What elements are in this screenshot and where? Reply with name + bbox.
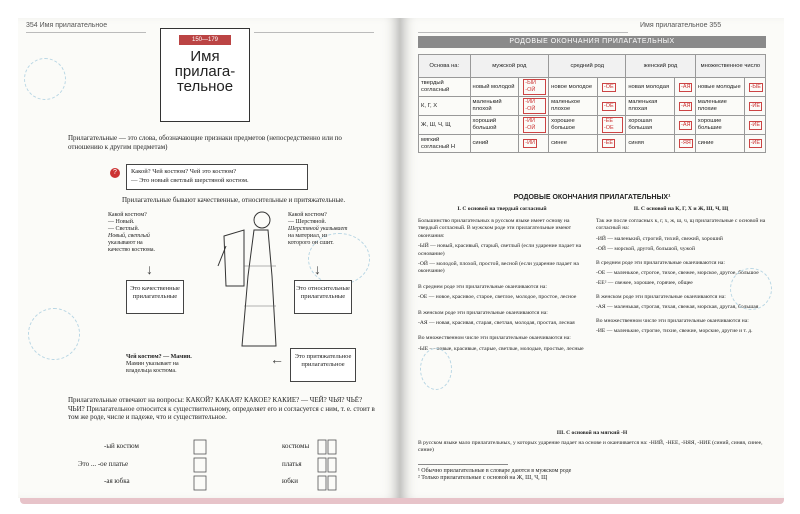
- qualitative-box: Это качественные прилагательные: [126, 280, 184, 314]
- example-line: Это ... -ое платье: [78, 459, 129, 468]
- rule-text: Прилагательные отвечают на вопросы: КАКОЙ? КАКАЯ? КАКОЕ? КАКИЕ? — ЧЕЙ? ЧЬЯ? ЧЬЁ? ЧЬИ? Прилагательное относится к существительному, определяет его и согласуется с ним, т. е. стоит в том же роде, числе и падеже, что и существительное.: [68, 396, 375, 421]
- table-cell: новое молодое: [549, 78, 598, 97]
- table-cell: твердый согласный: [419, 78, 471, 97]
- table-cell: новый молодой: [470, 78, 519, 97]
- paragraph: В женском роде эти прилагательные оканчиваются на:: [418, 309, 548, 316]
- table-cell: новые молодые: [695, 78, 744, 97]
- paragraph: -ЫЕ — новые, красивые, старые, светлые, молодые, простые, лесные: [418, 345, 584, 352]
- footnote: ¹ Обычно прилагательные в словаре даются в мужском роде: [418, 468, 572, 474]
- table-row: [419, 78, 766, 97]
- footnotes: [418, 468, 718, 482]
- paragraph: -ОЙ — морской, другой, большой, чужой: [596, 246, 695, 253]
- table-cell: хорошая большая: [626, 116, 675, 135]
- paragraph: -ОЕ — новое, красивое, старое, светлое, молодое, простое, лесное: [418, 294, 577, 301]
- paragraph: В среднем роде эти прилагательные оканчиваются на:: [596, 259, 725, 266]
- header-cell: множественное число: [695, 55, 765, 78]
- table-cell: синяя: [626, 135, 675, 153]
- ending-badge: -ИЕ: [750, 140, 761, 146]
- qualitative-block: [108, 212, 178, 254]
- table-cell: синие: [695, 135, 744, 153]
- block-line: на материал, из: [288, 233, 328, 239]
- table-cell: хорошее большое: [549, 116, 598, 135]
- left-running-head: 354 Имя прилагательное: [26, 22, 108, 29]
- table-row: [419, 116, 766, 135]
- ending-badge: -АЯ: [681, 121, 691, 128]
- table-cell: синий: [470, 135, 519, 153]
- table-cell: мягкий согласный Н: [419, 135, 471, 153]
- answer-line: — Это новый светлый шерстяной костюм.: [131, 177, 249, 184]
- table-cell: маленькие плохие: [695, 97, 744, 116]
- possessive-box: Это притяжательное прилагательное: [290, 348, 356, 382]
- section-1-title: I. С основой на твердый согласный: [457, 206, 547, 212]
- paragraph: -ИЙ — маленький, строгий, тихий, свежий, хороший: [596, 235, 723, 242]
- chapter-title-box: [160, 28, 250, 122]
- arrow-down-icon: ↓: [146, 263, 153, 278]
- block-line: — Шерстяной.: [288, 219, 327, 225]
- footnote: ² Только прилагательные с основой на Ж, Ш, Ч, Щ: [418, 475, 548, 481]
- table-cell: Ж, Ш, Ч, Щ: [419, 116, 471, 135]
- background-sketch: [28, 308, 80, 360]
- block-line: Шерстяной указывает: [288, 226, 348, 232]
- block-line: — Новый.: [108, 219, 135, 225]
- ending-badge: -ОЕ: [603, 102, 614, 109]
- header-rule: [418, 32, 628, 33]
- ending-badge: -АЯ: [681, 102, 691, 109]
- paragraph: -АЯ — маленькая, строгая, тихая, свежая, морская, другая, большая: [596, 304, 759, 311]
- table-cell: хорошие большие: [695, 116, 744, 135]
- paragraph: -ОЕ — маленькое, строгое, тихое, свежее, морское, другое, большое: [596, 270, 759, 277]
- paragraph: Так же после согласных к, г, х, ж, ш, ч, щ прилагательные с основой на согласный на:: [596, 218, 766, 232]
- ending-badge: -ИЕ: [750, 121, 761, 128]
- ending-badge: -ИЙ -ОЙ: [523, 98, 546, 114]
- table-row: [419, 97, 766, 116]
- arrow-left-icon: ←: [270, 353, 284, 368]
- ending-badge: -ЕЕ -ОЕ: [602, 117, 623, 133]
- ending-badge: -АЯ: [681, 83, 691, 90]
- background-sketch: [730, 268, 772, 310]
- question-line: Какой? Чей костюм? Чей это костюм?: [131, 168, 237, 175]
- page-range-badge: 150—179: [179, 35, 231, 45]
- paragraph: -АЯ — новая, красивая, старая, светлая, молодая, простая, лесная: [418, 320, 575, 327]
- table-cell: маленькое плохое: [549, 97, 598, 116]
- block-line: Новый, светлый: [108, 233, 150, 239]
- paragraph: В среднем роде эти прилагательные оканчиваются на:: [418, 283, 547, 290]
- example-line: юбки: [282, 477, 298, 485]
- ending-badge: -ЯЯ: [681, 140, 691, 146]
- table-cell: новая молодая: [626, 78, 675, 97]
- block-line: Чей костюм? — Мамин.: [126, 354, 192, 360]
- right-page: [400, 18, 784, 498]
- table-cell: К, Г, Х: [419, 97, 471, 116]
- block-line: Какой костюм?: [108, 212, 147, 218]
- block-line: — Светлый.: [108, 226, 140, 232]
- header-rule: [26, 32, 146, 33]
- block-line: владельца костюма.: [126, 368, 177, 374]
- ending-badge: -ЫЙ -ОЙ: [523, 79, 546, 95]
- ending-badge: -ЫЕ: [750, 83, 761, 90]
- table-title: РОДОВЫЕ ОКОНЧАНИЯ ПРИЛАГАТЕЛЬНЫХ: [418, 36, 766, 48]
- header-cell: средний род: [549, 55, 626, 78]
- header-cell: мужской род: [470, 55, 549, 78]
- table-cell: маленькая плохая: [626, 97, 675, 116]
- table-cell: хороший большой: [470, 116, 519, 135]
- sub-title: РОДОВЫЕ ОКОНЧАНИЯ ПРИЛАГАТЕЛЬНЫХ¹: [513, 194, 671, 201]
- ending-badge: -ИЙ: [525, 140, 536, 146]
- section-2-title: II. С основой на К, Г, Х и Ж, Ш, Ч, Щ: [633, 206, 729, 212]
- left-page: [18, 18, 400, 498]
- arrow-down-icon: ↓: [314, 263, 321, 278]
- relative-box: Это относительные прилагательные: [294, 280, 352, 314]
- question-icon: ?: [110, 168, 120, 178]
- example-line: платья: [282, 459, 302, 468]
- background-sketch: [420, 348, 452, 390]
- section-3-text: В русском языке мало прилагательных, у которых ударение падает на основе и оканчивается на: -НИЙ, -НЕЕ, -НЯЯ, -НИЕ (синий, синяя, синее, синие): [418, 440, 763, 454]
- intro-text: Прилагательные — это слова, обозначающие признаки предметов (непосредственно или по отношению к другим предметам): [68, 134, 342, 151]
- examples-left: [78, 442, 188, 486]
- paragraph: -ЫЙ — новый, красивый, старый, светлый (если ударение падает на основание): [418, 243, 582, 257]
- relative-block: [288, 212, 378, 247]
- background-sketch: [24, 58, 66, 100]
- paragraph: -ИЕ — маленькие, строгие, тихие, свежие, морские, другие и т. д.: [596, 328, 753, 335]
- footnote-rule: [418, 464, 508, 465]
- table-cell: синее: [549, 135, 598, 153]
- example-line: -ая юбка: [104, 477, 130, 485]
- block-line: которого он сшит.: [288, 240, 334, 246]
- example-line: костюмы: [282, 442, 310, 450]
- table-row: [419, 135, 766, 153]
- paragraph: Во множественном числе эти прилагательные оканчиваются на:: [418, 335, 571, 342]
- ending-badge: -ИЕ: [750, 102, 761, 109]
- endings-table: [418, 54, 766, 153]
- paragraph: В женском роде эти прилагательные оканчиваются на:: [596, 293, 726, 300]
- column-1: [418, 218, 586, 353]
- possessive-block: [126, 354, 236, 375]
- header-cell: Основа на:: [419, 55, 471, 78]
- paragraph: -ОЙ — молодой, плохой, простой, весной (если ударение падает на окончание): [418, 261, 579, 275]
- ending-badge: -ИЙ -ОЙ: [523, 117, 546, 133]
- paragraph: Большинство прилагательных в русском языке имеет основу на твердый согласный. В мужском роде эти прилагательные имеют окончания:: [418, 218, 572, 239]
- paragraph: -ЕЕ² — свежее, хорошее, горячее, общее: [596, 280, 693, 287]
- paragraph: Во множественном числе эти прилагательные оканчиваются на:: [596, 317, 749, 324]
- woman-with-suit-illustration: [214, 206, 290, 356]
- example-line: -ый костюм: [104, 442, 139, 450]
- block-line: Какой костюм?: [288, 212, 327, 218]
- ending-badge: -ЕЕ: [603, 140, 614, 146]
- chapter-title: Имя прилага-тельное: [174, 48, 236, 95]
- right-running-head: Имя прилагательное 355: [640, 22, 722, 29]
- block-line: Мамин указывает на: [126, 361, 179, 367]
- types-line: Прилагательные бывают качественные, относительные и притяжательные.: [122, 196, 346, 204]
- block-line: качество костюма.: [108, 247, 156, 253]
- ending-badge: -ОЕ: [603, 83, 614, 90]
- table-cell: маленький плохой: [470, 97, 519, 116]
- block-line: указывают на: [108, 240, 143, 246]
- header-cell: женский род: [626, 55, 695, 78]
- table-header-row: [419, 55, 766, 78]
- question-bubble: [126, 164, 308, 190]
- header-rule: [254, 32, 374, 33]
- clothes-icons: [188, 438, 338, 494]
- section-3-title: III. С основой на мягкий -Н: [556, 430, 628, 436]
